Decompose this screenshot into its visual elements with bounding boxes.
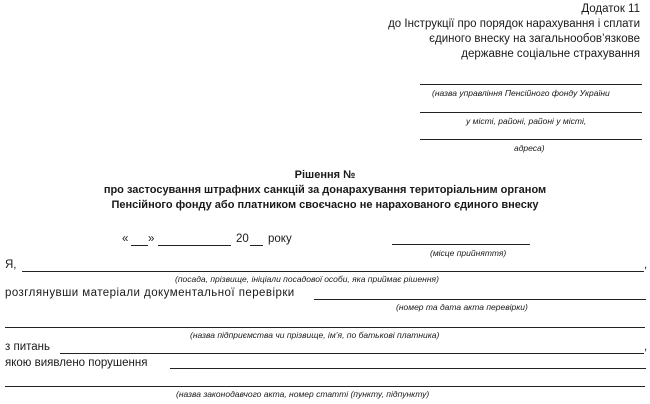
questions-label: з питань — [5, 341, 50, 353]
decision-title: Рішення № — [294, 169, 356, 181]
annex-line-1: до Інструкції про порядок нарахування і сплати — [388, 18, 640, 30]
official-line — [22, 271, 644, 272]
place-line — [392, 244, 530, 245]
month-line — [158, 245, 231, 246]
location-line — [420, 112, 642, 113]
annex-line-2: єдиного внеску на загальнообов’язкове — [429, 33, 640, 45]
reviewed-label: розглянувши матеріали документальної перевірки — [5, 287, 295, 299]
violation-label: якою виявлено порушення — [5, 357, 148, 369]
payer-line — [5, 327, 645, 328]
place-caption: (місце прийняття) — [430, 248, 507, 258]
act-caption: (номер та дата акта перевірки) — [396, 302, 528, 312]
official-caption: (посада, прізвище, ініціали посадової особи, яка приймає рішення) — [175, 274, 439, 284]
quote-open: « — [122, 233, 129, 245]
questions-comma: , — [644, 341, 648, 353]
decision-subtitle-1: про застосування штрафних санкцій за донарахування територіальним органом — [103, 184, 547, 196]
decision-subtitle-2: Пенсійного фонду або платником своєчасно не нарахованого єдиного внеску — [111, 199, 539, 211]
year-prefix: 20 — [236, 233, 249, 245]
year-suffix: року — [268, 233, 292, 245]
i-label: Я, — [5, 259, 17, 271]
payer-caption: (назва підприємства чи прізвище, ім’я, по батькові платника) — [190, 330, 440, 340]
year-line — [250, 245, 263, 246]
quote-close: » — [148, 233, 155, 245]
annex-title: Додаток 11 — [581, 3, 640, 15]
annex-line-3: державне соціальне страхування — [461, 48, 640, 60]
violation-line — [170, 368, 646, 369]
office-name-line — [420, 84, 642, 85]
questions-line — [60, 353, 644, 354]
act-line — [314, 299, 646, 300]
address-caption: адреса) — [514, 143, 545, 153]
law-caption: (назва законодавчого акта, номер статті (пункту, підпункту) — [176, 389, 430, 399]
location-caption: у місті, районі, районі у місті, — [466, 116, 587, 126]
law-line — [5, 386, 645, 387]
office-caption: (назва управління Пенсійного фонду України — [432, 88, 610, 98]
address-line — [420, 139, 642, 140]
official-comma: , — [644, 259, 648, 271]
day-line — [131, 245, 148, 246]
